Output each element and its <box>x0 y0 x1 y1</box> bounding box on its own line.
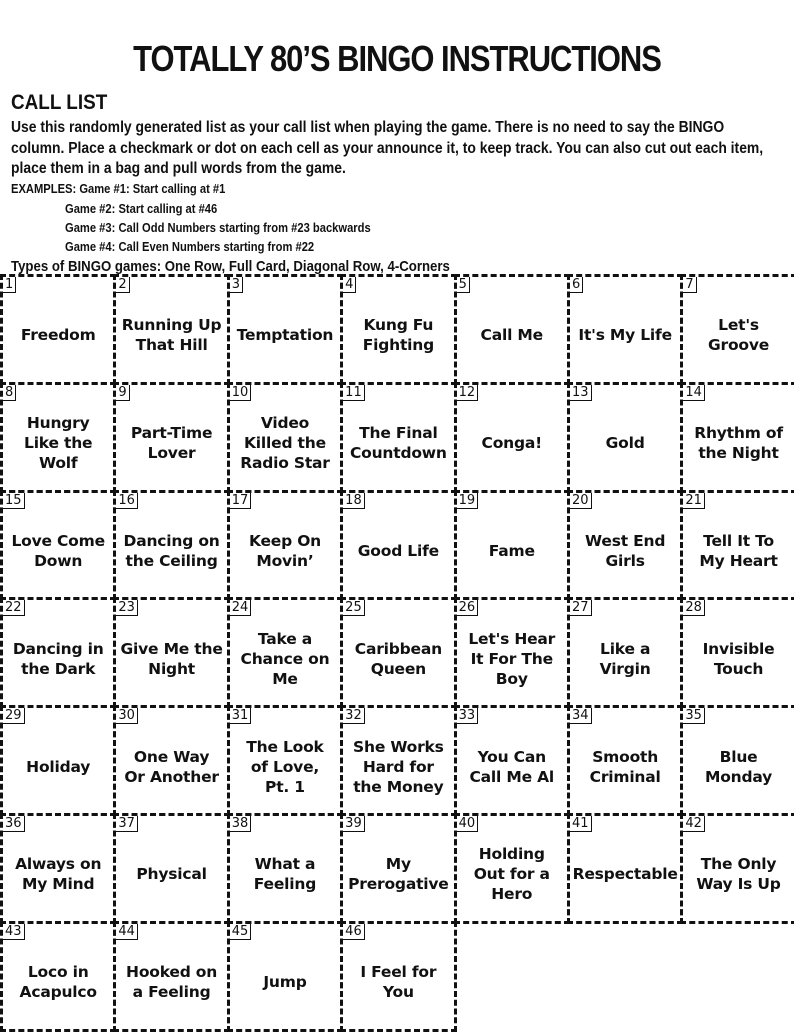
call-cell-number: 21 <box>683 493 705 509</box>
call-cell-phrase: Blue Monday <box>704 747 773 786</box>
call-cell[interactable] <box>113 597 229 708</box>
call-cell[interactable] <box>113 813 229 924</box>
call-cell[interactable] <box>567 597 683 708</box>
call-cell[interactable] <box>567 813 683 924</box>
call-cell[interactable] <box>680 490 794 601</box>
call-list-heading: CALL LIST <box>11 91 108 114</box>
example-game-1: EXAMPLES: Game #1: Start calling at #1 <box>11 181 226 196</box>
example-game-2: Game #2: Start calling at #46 <box>65 201 218 216</box>
call-cell-phrase: Like a Virgin <box>599 639 651 678</box>
call-cell[interactable] <box>0 490 116 601</box>
call-cell-phrase: I Feel for You <box>360 963 437 1002</box>
call-cell-number: 28 <box>683 600 705 616</box>
call-cell-phrase: Smooth Criminal <box>589 747 661 786</box>
call-cell[interactable] <box>0 597 116 708</box>
call-cell-number: 4 <box>343 277 356 293</box>
call-cell[interactable] <box>227 921 343 1032</box>
call-cell-number: 9 <box>116 385 129 401</box>
call-cell-number: 34 <box>570 708 592 724</box>
call-cell[interactable] <box>0 705 116 816</box>
call-cell[interactable] <box>680 705 794 816</box>
call-cell-phrase: Call Me <box>480 326 543 345</box>
call-cell-phrase: Keep On Movin’ <box>248 531 322 570</box>
call-cell[interactable] <box>113 921 229 1032</box>
call-cell-number: 18 <box>343 493 365 509</box>
call-cell-phrase: My Prerogative <box>348 855 449 894</box>
call-cell-number: 13 <box>570 385 592 401</box>
call-cell-phrase: Tell It To My Heart <box>699 531 778 570</box>
call-cell-phrase: Kung Fu Fighting <box>362 316 435 355</box>
call-cell[interactable] <box>227 382 343 493</box>
call-cell[interactable] <box>454 705 570 816</box>
call-cell[interactable] <box>340 274 456 385</box>
call-cell-number: 39 <box>343 816 365 832</box>
page-title: TOTALLY 80’S BINGO INSTRUCTIONS <box>133 38 661 79</box>
call-cell[interactable] <box>567 490 683 601</box>
call-cell-phrase: The Only Way Is Up <box>696 855 781 894</box>
call-cell[interactable] <box>113 490 229 601</box>
call-cell-phrase: Take a Chance on Me <box>240 629 330 688</box>
call-list-grid <box>0 274 794 1029</box>
call-cell-number: 30 <box>116 708 138 724</box>
call-cell-phrase: Rhythm of the Night <box>694 424 783 463</box>
call-cell-phrase: Always on My Mind <box>15 855 102 894</box>
call-cell-number: 20 <box>570 493 592 509</box>
call-cell-number: 14 <box>683 385 705 401</box>
call-cell-number: 41 <box>570 816 592 832</box>
call-cell[interactable] <box>113 705 229 816</box>
call-cell-number: 29 <box>3 708 25 724</box>
call-cell[interactable] <box>340 813 456 924</box>
call-cell[interactable] <box>680 597 794 708</box>
call-cell[interactable] <box>227 705 343 816</box>
call-cell[interactable] <box>227 813 343 924</box>
call-cell-phrase: Caribbean Queen <box>354 639 442 678</box>
call-cell[interactable] <box>113 274 229 385</box>
call-cell[interactable] <box>680 382 794 493</box>
call-cell-number: 36 <box>3 816 25 832</box>
call-cell-number: 15 <box>3 493 25 509</box>
call-cell-number: 40 <box>457 816 479 832</box>
call-cell-phrase: One Way Or Another <box>124 747 219 786</box>
call-cell-number: 17 <box>230 493 252 509</box>
call-cell[interactable] <box>0 813 116 924</box>
call-cell-phrase: Jump <box>263 973 307 992</box>
call-cell-phrase: Holding Out for a Hero <box>473 845 550 904</box>
call-cell-number: 46 <box>343 924 365 940</box>
call-cell-number: 8 <box>3 385 16 401</box>
call-cell-phrase: Fame <box>488 541 535 560</box>
call-cell-phrase: Respectable <box>572 865 678 884</box>
call-cell-number: 7 <box>683 277 696 293</box>
call-cell-phrase: Let's Hear It For The Boy <box>468 629 556 688</box>
call-cell[interactable] <box>227 490 343 601</box>
call-cell-number: 35 <box>683 708 705 724</box>
call-cell-number: 3 <box>230 277 243 293</box>
call-cell[interactable] <box>454 382 570 493</box>
call-cell-number: 16 <box>116 493 138 509</box>
call-cell-number: 38 <box>230 816 252 832</box>
call-cell[interactable] <box>227 274 343 385</box>
call-cell-number: 37 <box>116 816 138 832</box>
call-cell-number: 23 <box>116 600 138 616</box>
call-cell-number: 44 <box>116 924 138 940</box>
call-cell-phrase: Physical <box>136 865 207 884</box>
call-cell-number: 5 <box>457 277 470 293</box>
call-cell[interactable] <box>567 382 683 493</box>
call-cell[interactable] <box>454 813 570 924</box>
call-cell-number: 43 <box>3 924 25 940</box>
call-cell-phrase: Freedom <box>20 326 96 345</box>
bingo-game-types: Types of BINGO games: One Row, Full Card, Diagonal Row, 4-Corners <box>11 258 450 275</box>
call-cell-phrase: Dancing on the Ceiling <box>123 531 220 570</box>
call-list-intro: Use this randomly generated list as your call list when playing the game. There is no need to say the BINGO column. Place a checkmark or dot on each cell as your announce it, to keep track. You can also cut out each item, place them in a bag and pull words from the game. <box>11 119 764 177</box>
call-cell[interactable] <box>340 490 456 601</box>
call-cell[interactable] <box>454 490 570 601</box>
call-cell-number: 22 <box>3 600 25 616</box>
call-cell-phrase: Conga! <box>481 434 542 453</box>
call-cell[interactable] <box>454 597 570 708</box>
call-cell-phrase: Holiday <box>26 757 91 776</box>
call-cell-phrase: Hooked on a Feeling <box>126 963 218 1002</box>
call-cell-phrase: Invisible Touch <box>702 639 775 678</box>
call-cell[interactable] <box>227 597 343 708</box>
call-cell-number: 10 <box>230 385 252 401</box>
call-cell-phrase: Running Up That Hill <box>121 316 222 355</box>
call-cell-number: 2 <box>116 277 129 293</box>
call-cell-phrase: Temptation <box>236 326 334 345</box>
call-cell[interactable] <box>340 705 456 816</box>
example-game-4: Game #4: Call Even Numbers starting from #22 <box>65 239 315 254</box>
call-cell-phrase: Part-Time Lover <box>130 424 213 463</box>
call-cell-phrase: Give Me the Night <box>120 639 223 678</box>
call-cell[interactable] <box>0 921 116 1032</box>
call-cell-number: 25 <box>343 600 365 616</box>
call-cell-phrase: You Can Call Me Al <box>469 747 554 786</box>
call-cell-number: 33 <box>457 708 479 724</box>
call-cell-number: 32 <box>343 708 365 724</box>
call-cell-phrase: Good Life <box>357 541 439 560</box>
call-cell-number: 6 <box>570 277 583 293</box>
call-cell-phrase: West End Girls <box>585 531 666 570</box>
call-cell-number: 1 <box>3 277 16 293</box>
call-cell-phrase: She Works Hard for the Money <box>353 737 444 796</box>
call-cell[interactable] <box>454 274 570 385</box>
call-cell[interactable] <box>340 597 456 708</box>
call-cell-phrase: Gold <box>605 434 645 453</box>
call-cell-number: 24 <box>230 600 252 616</box>
call-cell-number: 26 <box>457 600 479 616</box>
call-cell-number: 19 <box>457 493 479 509</box>
call-cell-phrase: Dancing in the Dark <box>12 639 104 678</box>
call-cell-phrase: What a Feeling <box>253 855 317 894</box>
call-cell-number: 31 <box>230 708 252 724</box>
call-cell-phrase: Love Come Down <box>11 531 105 570</box>
call-cell-phrase: Loco in Acapulco <box>19 963 97 1002</box>
call-cell-phrase: Video Killed the Radio Star <box>240 414 330 473</box>
call-cell[interactable] <box>113 382 229 493</box>
call-cell[interactable] <box>0 382 116 493</box>
call-cell-phrase: The Final Countdown <box>349 424 447 463</box>
call-cell[interactable] <box>0 274 116 385</box>
call-cell-number: 12 <box>457 385 479 401</box>
example-game-3: Game #3: Call Odd Numbers starting from #23 backwards <box>65 220 371 235</box>
call-cell[interactable] <box>567 705 683 816</box>
call-cell-phrase: Hungry Like the Wolf <box>24 414 93 473</box>
call-cell[interactable] <box>680 813 794 924</box>
call-cell[interactable] <box>340 382 456 493</box>
call-cell[interactable] <box>567 274 683 385</box>
call-cell[interactable] <box>680 274 794 385</box>
call-cell-phrase: Let's Groove <box>707 316 770 355</box>
call-cell-number: 45 <box>230 924 252 940</box>
call-cell[interactable] <box>340 921 456 1032</box>
call-cell-phrase: The Look of Love, Pt. 1 <box>246 737 324 796</box>
call-cell-number: 27 <box>570 600 592 616</box>
call-cell-phrase: It's My Life <box>578 326 672 345</box>
call-cell-number: 11 <box>343 385 365 401</box>
call-cell-number: 42 <box>683 816 705 832</box>
